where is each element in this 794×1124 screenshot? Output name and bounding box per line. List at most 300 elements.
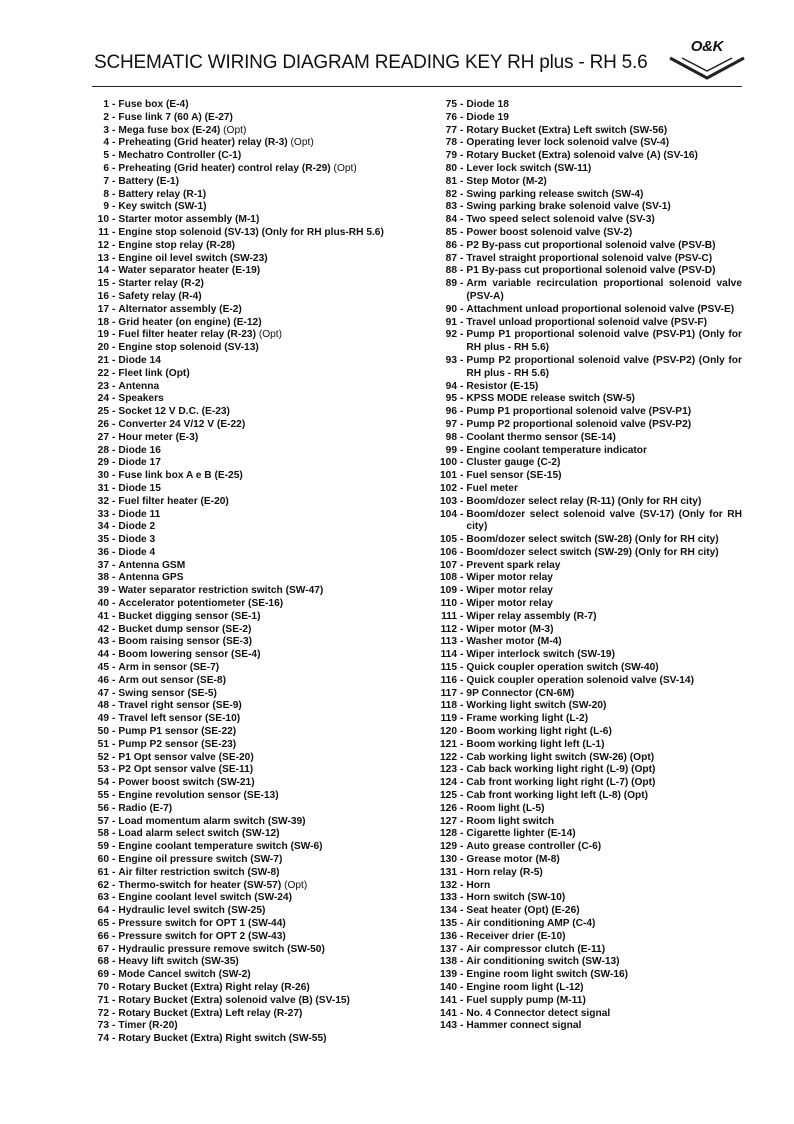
key-item-description <box>466 854 742 867</box>
key-item <box>88 892 428 905</box>
key-item-separator: - <box>112 188 116 200</box>
key-item <box>432 355 742 381</box>
key-item-text: Fuel filter heater relay (R-23) <box>118 329 256 341</box>
key-item-description <box>118 828 428 841</box>
key-item <box>88 201 428 214</box>
key-item <box>88 457 428 470</box>
key-item-number: 54 <box>97 777 109 789</box>
key-item <box>88 918 428 931</box>
key-item-text: Wiper motor relay <box>466 585 553 597</box>
key-item-description <box>118 854 428 867</box>
key-item-text: Operating lever lock solenoid valve (SV-4) <box>466 137 670 149</box>
key-item <box>88 828 428 841</box>
key-item-description <box>118 636 428 649</box>
key-item-description <box>118 214 428 227</box>
key-item-description <box>118 483 428 496</box>
key-item-separator: - <box>112 956 116 968</box>
key-item-description <box>466 214 742 227</box>
key-item-separator: - <box>112 470 116 482</box>
key-item-description <box>118 329 428 342</box>
key-item-text: Air filter restriction switch (SW-8) <box>118 866 280 878</box>
key-item-separator: - <box>112 265 116 277</box>
key-item <box>432 150 742 163</box>
key-item-description <box>118 355 428 368</box>
key-item <box>432 995 742 1008</box>
key-item-description <box>466 1008 742 1021</box>
key-item-description <box>118 227 428 240</box>
key-item-separator: - <box>112 278 116 290</box>
key-item-text: Socket 12 V D.C. (E-23) <box>118 406 230 418</box>
key-item-number: 110 <box>440 598 457 610</box>
key-item-description <box>466 700 742 713</box>
key-item-description <box>118 956 428 969</box>
key-item <box>88 841 428 854</box>
key-item-description <box>118 176 428 189</box>
key-item <box>432 828 742 841</box>
key-item <box>432 445 742 458</box>
header-rule <box>92 86 742 87</box>
key-item-description <box>118 905 428 918</box>
key-item-text: Mega fuse box (E-24) <box>118 124 221 136</box>
key-item-text: Air compressor clutch (E-11) <box>466 943 606 955</box>
key-item-number: 33 <box>97 508 109 520</box>
key-item <box>88 931 428 944</box>
key-item-description <box>118 240 428 253</box>
key-item <box>88 560 428 573</box>
key-item-option-note: (Opt) <box>223 124 247 136</box>
key-item-separator: - <box>460 918 464 929</box>
key-item-text: Arm out sensor (SE-8) <box>118 674 226 686</box>
key-item-number: 94 <box>445 380 457 392</box>
key-item-text: Boom/dozer select solenoid valve (SV-17) (Only for RH city) <box>466 508 742 533</box>
key-item <box>88 304 428 317</box>
key-item-separator: - <box>460 854 464 866</box>
key-item-description <box>118 726 428 739</box>
key-item-number: 28 <box>97 444 109 456</box>
key-item-description <box>466 560 742 573</box>
key-item-text: Pump P1 sensor (SE-22) <box>118 726 237 738</box>
key-item-text: Fuel filter heater (E-20) <box>118 495 229 507</box>
key-item-description <box>118 253 428 266</box>
key-item-separator: - <box>112 802 116 814</box>
key-item-separator: - <box>112 175 116 187</box>
key-item-description <box>466 764 742 777</box>
key-item-text: Thermo-switch for heater (SW-57) <box>118 879 282 891</box>
key-item <box>432 329 742 355</box>
key-item-separator: - <box>112 1020 116 1032</box>
key-item-description <box>466 624 742 637</box>
key-item-number: 66 <box>97 930 109 942</box>
key-item <box>88 688 428 701</box>
key-item-number: 93 <box>445 354 457 366</box>
key-item-description <box>466 752 742 765</box>
key-item-separator: - <box>460 188 464 200</box>
key-item-number: 34 <box>97 521 109 533</box>
key-item <box>88 253 428 266</box>
key-item-option-note: (Opt) <box>258 329 283 341</box>
key-item-text: Mode Cancel switch (SW-2) <box>118 969 251 981</box>
key-item <box>88 432 428 445</box>
key-item-text: P2 Opt sensor valve (SE-11) <box>118 764 254 776</box>
key-item-separator: - <box>460 956 464 968</box>
key-item-description <box>466 662 742 675</box>
key-item-number: 141 <box>440 1007 457 1019</box>
key-item-number: 7 <box>103 175 109 187</box>
key-item-separator: - <box>112 393 116 405</box>
key-item-description <box>118 534 428 547</box>
key-item-number: 68 <box>97 956 109 968</box>
key-item-description <box>118 342 428 355</box>
key-item <box>432 509 742 535</box>
key-item-text: Hour meter (E-3) <box>118 431 199 443</box>
key-item-number: 78 <box>445 137 457 149</box>
key-item-description <box>118 265 428 278</box>
key-item <box>88 329 428 342</box>
key-item-separator: - <box>460 111 464 123</box>
key-item <box>432 649 742 662</box>
key-item-text: Rotary Bucket (Extra) Right relay (R-26) <box>118 981 310 993</box>
key-item-separator: - <box>112 905 116 917</box>
key-item-separator: - <box>460 226 464 238</box>
key-item-description <box>466 841 742 854</box>
key-item <box>88 419 428 432</box>
key-item <box>432 892 742 905</box>
key-item-number: 10 <box>97 214 109 226</box>
key-item <box>432 675 742 688</box>
key-item-separator: - <box>460 879 464 891</box>
key-item-text: Travel unload proportional solenoid valve (PSV-F) <box>466 316 707 328</box>
key-item-separator: - <box>112 431 116 443</box>
key-item <box>432 1020 742 1033</box>
key-item <box>88 265 428 278</box>
key-item <box>432 726 742 739</box>
key-item <box>88 1008 428 1021</box>
key-item-text: Seat heater (Opt) (E-26) <box>466 905 580 917</box>
key-item <box>88 1020 428 1033</box>
key-item-description <box>466 995 742 1008</box>
key-item-separator: - <box>112 546 116 558</box>
key-item-description <box>118 649 428 662</box>
key-item <box>432 406 742 419</box>
key-item-text: Two speed select solenoid valve (SV-3) <box>466 214 655 226</box>
key-item-separator: - <box>112 150 116 162</box>
key-item-text: Antenna <box>118 380 160 392</box>
key-item-description <box>118 137 428 150</box>
key-item-separator: - <box>112 342 116 354</box>
key-item-text: Battery (E-1) <box>118 175 179 187</box>
key-item <box>432 764 742 777</box>
key-item-number: 128 <box>440 828 457 840</box>
key-item-description <box>466 317 742 330</box>
key-item-number: 125 <box>440 790 457 802</box>
key-item <box>88 137 428 150</box>
key-item-text: Antenna GPS <box>118 572 184 584</box>
key-item-separator: - <box>460 687 464 699</box>
key-item-separator: - <box>460 981 464 993</box>
key-item-number: 133 <box>440 892 457 904</box>
key-item-number: 58 <box>97 828 109 840</box>
key-item-description <box>466 496 742 509</box>
key-item-text: Cigarette lighter (E-14) <box>466 828 576 840</box>
key-item <box>88 342 428 355</box>
key-item-description <box>118 393 428 406</box>
key-item <box>88 1033 428 1046</box>
key-item <box>88 867 428 880</box>
key-item-separator: - <box>112 930 116 942</box>
key-item-separator: - <box>460 841 464 853</box>
key-item-text: Coolant thermo sensor (SE-14) <box>466 431 616 443</box>
key-item-text: P1 By-pass cut proportional solenoid valve (PSV-D) <box>466 265 716 277</box>
key-item <box>88 496 428 509</box>
key-item-separator: - <box>112 610 116 622</box>
key-item-number: 92 <box>445 329 457 341</box>
key-item-description <box>466 201 742 214</box>
key-item-text: Heavy lift switch (SW-35) <box>118 956 239 968</box>
key-item-separator: - <box>112 687 116 699</box>
key-item-text: KPSS MODE release switch (SW-5) <box>466 393 635 405</box>
key-item-separator: - <box>112 111 116 123</box>
key-item-separator: - <box>460 265 464 277</box>
key-item-separator: - <box>112 866 116 878</box>
key-item-description <box>466 944 742 957</box>
key-item-text: Alternator assembly (E-2) <box>118 303 242 315</box>
key-item-text: Diode 3 <box>118 534 156 546</box>
key-item-number: 52 <box>97 751 109 763</box>
key-item-description <box>466 419 742 432</box>
key-item-text: Arm variable recirculation proportional solenoid valve (PSV-A) <box>466 278 742 302</box>
key-item-separator: - <box>460 649 464 661</box>
key-item-description <box>466 253 742 266</box>
key-item-description <box>466 956 742 969</box>
key-item-description <box>466 483 742 496</box>
key-item-text: Engine stop solenoid (SV-13) (Only for RH plus-RH 5.6) <box>118 226 384 238</box>
key-item-number: 126 <box>440 802 457 814</box>
key-item-text: Water separator heater (E-19) <box>118 265 261 277</box>
key-item-number: 70 <box>97 981 109 993</box>
key-item-text: Swing sensor (SE-5) <box>118 687 217 699</box>
key-item-description <box>118 982 428 995</box>
key-item-number: 2 <box>103 111 109 123</box>
key-item-text: Cab front working light left (L-8) (Opt) <box>466 790 649 802</box>
key-item-text: Travel straight proportional solenoid valve (PSV-C) <box>466 252 713 264</box>
key-item-text: Fuel meter <box>466 482 518 494</box>
key-item-number: 31 <box>97 482 109 494</box>
key-item-text: Cab back working light right (L-9) (Opt) <box>466 764 656 776</box>
key-item-description <box>118 547 428 560</box>
key-item-number: 22 <box>97 367 109 379</box>
key-item-number: 15 <box>97 278 109 290</box>
key-item-text: Auto grease controller (C-6) <box>466 841 602 853</box>
key-item-separator: - <box>460 278 464 290</box>
key-item-separator: - <box>460 674 464 686</box>
key-item-number: 35 <box>97 534 109 546</box>
key-item-separator: - <box>460 815 464 827</box>
key-item <box>432 201 742 214</box>
key-item <box>432 265 742 278</box>
key-item-number: 130 <box>440 854 457 866</box>
key-item-separator: - <box>112 713 116 725</box>
key-item-number: 97 <box>445 418 457 430</box>
key-item-text: Diode 2 <box>118 521 156 533</box>
key-item-text: Wiper interlock switch (SW-19) <box>466 649 615 661</box>
key-item-separator: - <box>460 610 464 622</box>
key-item-text: Wiper motor (M-3) <box>466 623 554 635</box>
key-item-separator: - <box>112 892 116 904</box>
key-item-description <box>118 470 428 483</box>
key-item-number: 39 <box>97 585 109 597</box>
key-item-text: Room light (L-5) <box>466 802 545 814</box>
key-item-description <box>118 700 428 713</box>
key-item-separator: - <box>460 866 464 878</box>
key-item-number: 50 <box>97 726 109 738</box>
key-item-text: Mechatro Controller (C-1) <box>118 150 242 162</box>
key-item-number: 99 <box>445 444 457 456</box>
key-item-description <box>466 598 742 611</box>
key-item-separator: - <box>460 1007 464 1019</box>
key-item-separator: - <box>112 700 116 712</box>
key-item-separator: - <box>112 137 116 149</box>
key-item-description <box>118 99 428 112</box>
key-item-text: Starter relay (R-2) <box>118 278 204 290</box>
key-item-separator: - <box>460 726 464 738</box>
key-item-number: 104 <box>440 508 457 520</box>
key-item-description <box>466 406 742 419</box>
key-item-description <box>118 713 428 726</box>
key-item <box>88 406 428 419</box>
page-title: SCHEMATIC WIRING DIAGRAM READING KEY RH plus - RH 5.6 <box>94 52 648 73</box>
key-item <box>432 803 742 816</box>
key-item <box>88 368 428 381</box>
key-item-description <box>118 598 428 611</box>
key-item <box>432 432 742 445</box>
left-key-column <box>88 99 428 1046</box>
key-item-separator: - <box>460 802 464 814</box>
key-item-separator: - <box>460 175 464 187</box>
key-item-number: 141 <box>440 994 457 1006</box>
logo-text: O&K <box>690 38 724 55</box>
key-item-description <box>118 688 428 701</box>
key-item-separator: - <box>460 457 464 469</box>
key-item-description <box>118 790 428 803</box>
key-item <box>88 112 428 125</box>
key-item <box>88 125 428 138</box>
key-item <box>88 764 428 777</box>
key-item <box>432 214 742 227</box>
key-item-description <box>118 675 428 688</box>
key-item <box>88 445 428 458</box>
key-item-separator: - <box>112 815 116 827</box>
key-item-description <box>118 496 428 509</box>
key-item <box>88 483 428 496</box>
key-item-description <box>466 726 742 739</box>
key-item <box>88 995 428 1008</box>
key-item-number: 90 <box>445 303 457 315</box>
key-item-separator: - <box>460 713 464 725</box>
key-item-number: 119 <box>440 713 457 725</box>
key-item <box>432 790 742 803</box>
key-item-description <box>118 739 428 752</box>
key-item-separator: - <box>112 99 116 110</box>
key-item-separator: - <box>460 214 464 226</box>
key-item <box>88 790 428 803</box>
key-item-number: 81 <box>445 175 457 187</box>
key-item <box>432 560 742 573</box>
key-item <box>432 317 742 330</box>
key-item-description <box>118 381 428 394</box>
key-item-number: 41 <box>97 610 109 622</box>
key-item <box>432 752 742 765</box>
key-item-text: Battery relay (R-1) <box>118 188 207 200</box>
key-item <box>88 291 428 304</box>
key-item-text: Fuel sensor (SE-15) <box>466 470 562 482</box>
key-item <box>432 739 742 752</box>
key-item <box>88 700 428 713</box>
key-item-text: Boom/dozer select switch (SW-29) (Only for RH city) <box>466 546 719 558</box>
key-item-text: Rotary Bucket (Extra) solenoid valve (B) (SV-15) <box>118 994 350 1006</box>
key-item-separator: - <box>460 239 464 251</box>
key-item-separator: - <box>112 726 116 738</box>
key-item-separator: - <box>460 252 464 264</box>
key-item-separator: - <box>460 444 464 456</box>
key-item-text: Engine oil level switch (SW-23) <box>118 252 268 264</box>
key-item-separator: - <box>112 598 116 610</box>
key-item-description <box>466 636 742 649</box>
key-item-text: Resistor (E-15) <box>466 380 539 392</box>
key-item <box>432 585 742 598</box>
key-item-separator: - <box>112 457 116 469</box>
key-item-number: 105 <box>440 534 457 546</box>
key-item-separator: - <box>112 214 116 226</box>
key-item-text: 9P Connector (CN-6M) <box>466 687 575 699</box>
key-item-separator: - <box>460 572 464 584</box>
key-item-number: 61 <box>97 866 109 878</box>
key-item-number: 95 <box>445 393 457 405</box>
key-item <box>88 649 428 662</box>
key-item-text: Engine room light switch (SW-16) <box>466 969 629 981</box>
key-item-text: Boom/dozer select relay (R-11) (Only for RH city) <box>466 495 702 507</box>
key-item-text: Engine coolant level switch (SW-24) <box>118 892 292 904</box>
key-item-description <box>466 777 742 790</box>
key-item-number: 59 <box>97 841 109 853</box>
key-item-description <box>466 227 742 240</box>
key-item-text: Engine stop relay (R-28) <box>118 239 236 251</box>
key-item-text: Pump P1 proportional solenoid valve (PSV-P1) <box>466 406 692 418</box>
key-item-number: 72 <box>97 1007 109 1019</box>
key-item-number: 1 <box>103 99 109 110</box>
key-item <box>88 534 428 547</box>
key-item <box>432 1008 742 1021</box>
key-item-description <box>466 125 742 138</box>
key-item-description <box>118 406 428 419</box>
key-item <box>432 700 742 713</box>
key-item-text: Room light switch <box>466 815 555 827</box>
key-item-description <box>118 445 428 458</box>
page-header <box>92 38 742 86</box>
key-item <box>432 854 742 867</box>
key-item-separator: - <box>460 969 464 981</box>
key-item-text: P2 By-pass cut proportional solenoid valve (PSV-B) <box>466 239 716 251</box>
key-item-number: 5 <box>103 150 109 162</box>
key-item-text: Travel left sensor (SE-10) <box>118 713 241 725</box>
key-item-description <box>118 880 428 893</box>
key-item <box>88 598 428 611</box>
key-item-separator: - <box>460 495 464 507</box>
key-item-separator: - <box>460 406 464 418</box>
key-item <box>432 457 742 470</box>
key-item-number: 51 <box>97 738 109 750</box>
key-item-text: Pump P2 sensor (SE-23) <box>118 738 237 750</box>
key-item-number: 74 <box>97 1033 109 1045</box>
